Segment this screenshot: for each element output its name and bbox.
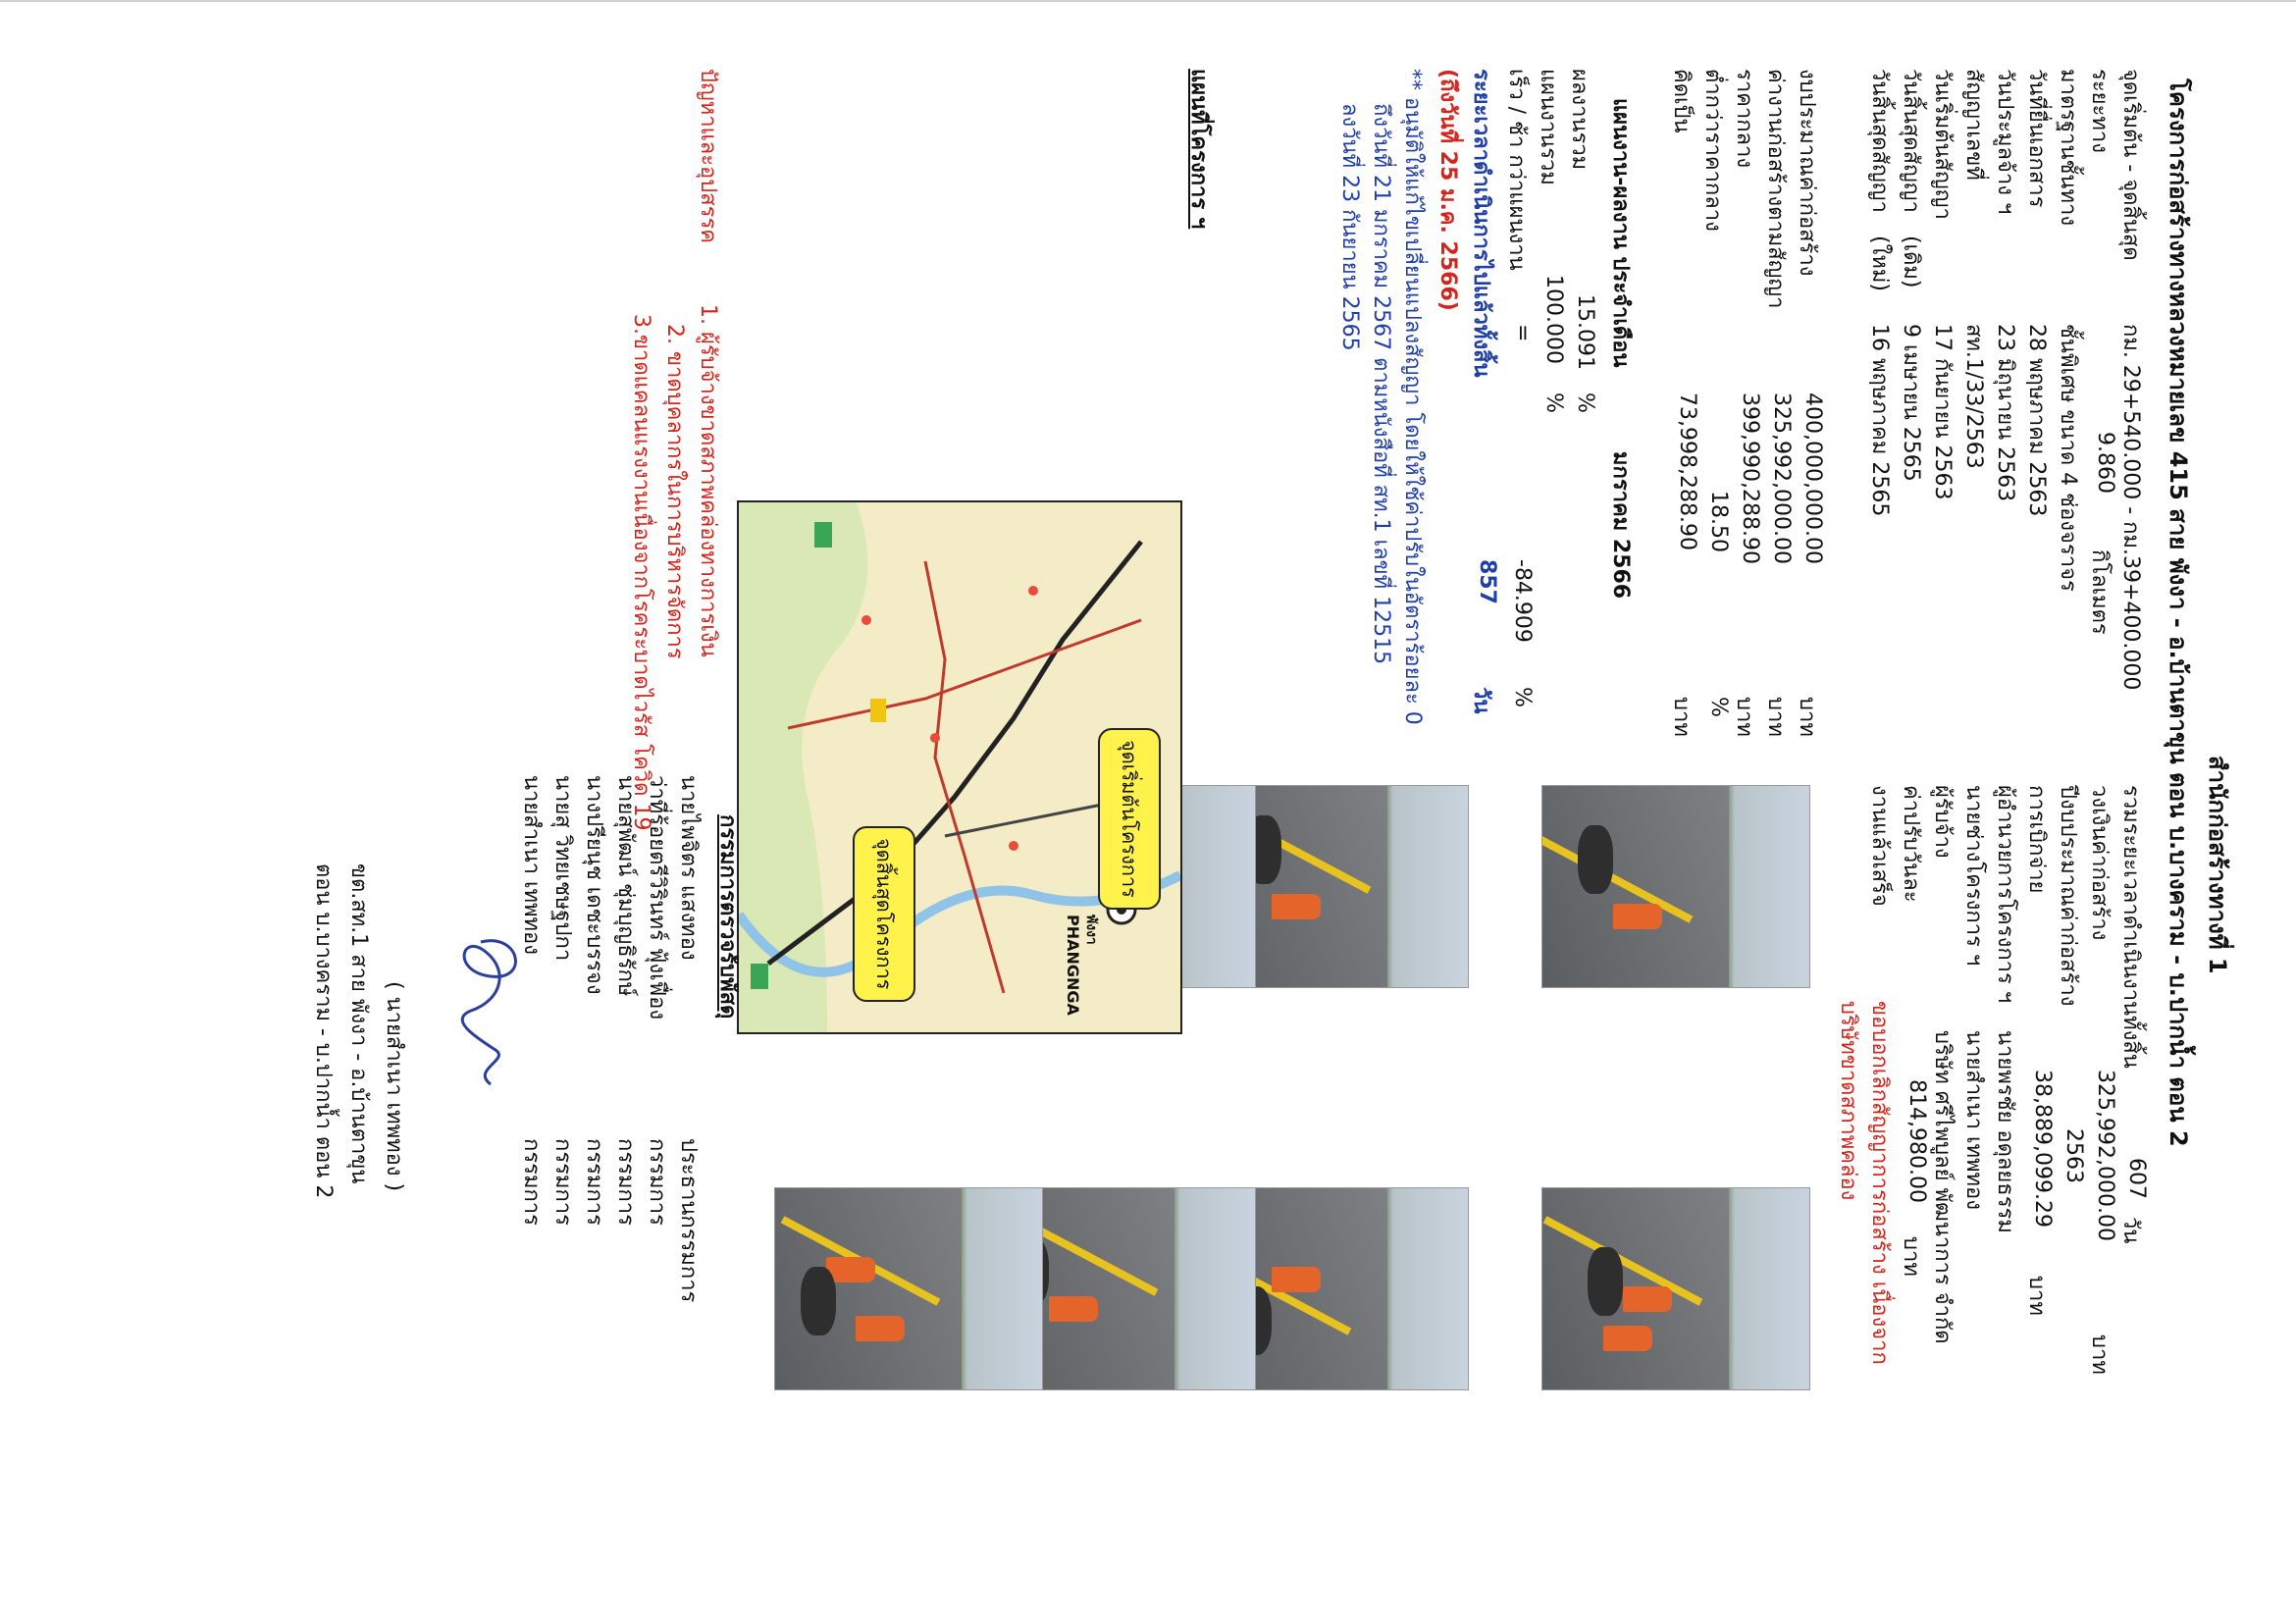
progress-label: แผนงานรวม	[1536, 69, 1560, 185]
info-label: ระยะทาง	[2087, 69, 2112, 153]
info-label: การเบิกจ่าย	[2024, 785, 2049, 894]
project-title: โครงการก่อสร้างทางหลวงหมายเลข 415 สาย พังงา - อ.บ้านตาขุน ตอน บ.บางคราม - บ.ปากน้ำ ตอน 2	[2165, 78, 2192, 1147]
info-unit: บาท	[1899, 1236, 1923, 1277]
town-label-th: พังงา	[1083, 915, 1099, 945]
progress-unit: %	[1541, 392, 1566, 413]
member-role: ประธานกรรมการ	[676, 1138, 701, 1303]
info-label: ผู้อำนวยการโครงการ ฯ	[1993, 785, 2017, 1004]
info-label: วงเงินค่าก่อสร้าง	[2087, 785, 2112, 941]
progress-unit: %	[1510, 687, 1535, 707]
note-line: ** อนุมัติให้แก้ไขเปลี่ยนแปลงสัญญา โดยให้ใช้ค่าปรับในอัตราร้อยละ 0	[1400, 69, 1425, 725]
progress-heading: แผนงาน-ผลงาน ประจำเดือน	[1608, 98, 1633, 368]
info-value: 9 เมษายน 2565	[1899, 324, 1923, 482]
info-label: สัญญาเลขที่	[1961, 69, 1986, 181]
info-value: 28 พฤษภาคม 2563	[2024, 324, 2049, 517]
progress-value: -84.909	[1510, 559, 1535, 643]
map-title: แผนที่โครงการ ฯ	[1186, 69, 1211, 230]
problem-item: 1. ผู้รับจ้างขาดสภาพคล่องทางการเงิน	[696, 304, 720, 657]
signer-line: ขต.สท.1 สาย พังงา - อ.บ้านตาขุน	[346, 863, 371, 1184]
budget-label: ค่างานก่อสร้างตามสัญญา	[1763, 69, 1788, 309]
time-label: ระยะเวลาดำเนินการไปแล้วทั้งสิ้น	[1469, 69, 1493, 378]
info-label: วันเริ่มต้นสัญญา	[1930, 69, 1955, 220]
info-label: วันสิ้นสุดสัญญา	[1899, 69, 1923, 213]
budget-value: 325,992,000.00	[1769, 392, 1794, 564]
project-map	[737, 500, 1182, 1034]
budget-unit: บาท	[1669, 697, 1694, 737]
progress-label: เร็ว / ช้า กว่าแผนงาน	[1504, 69, 1529, 271]
member-role: กรรมการ	[645, 1138, 669, 1226]
info-value: 38,889,099.29	[2030, 1070, 2055, 1228]
info-unit: วัน	[2118, 1217, 2143, 1244]
info-value: บริษัท ศรีไพบูลย์ พัฒนาการ จำกัด	[1930, 1030, 1955, 1344]
info-value: 9.860	[2093, 432, 2117, 494]
info-note: (ใหม่)	[1867, 235, 1892, 291]
member-name: ว่าที่ร้อยตรีวิรินทร์ ฟุ้งเฟื่อง	[645, 775, 669, 1020]
callout-end: จุดสิ้นสุดโครงการ	[853, 826, 915, 1002]
budget-value: 400,000,000.00	[1800, 392, 1825, 564]
info-unit: บาท	[2087, 1334, 2112, 1375]
notice-line: ขอบอกเลิกสัญญาการก่อสร้าง เนื่องจาก	[1867, 1001, 1892, 1365]
member-role: กรรมการ	[613, 1138, 638, 1226]
note-line: ถึงวันที่ 21 มกราคม 2567 ตามหนังสือที่ สท.1 เลขที่ 12515	[1369, 103, 1393, 665]
committee-title: กรรมการตรวจรับพัสดุ	[715, 814, 740, 1020]
callout-start: จุดเริ่มต้นโครงการ	[1098, 728, 1161, 910]
progress-label: ผลงานรวม	[1567, 69, 1592, 171]
member-name: นายสุพัฒน์ ชุ่มบุญธิรักษ์	[613, 775, 638, 997]
info-value: 814,980.00	[1905, 1079, 1929, 1203]
progress-month: มกราคม 2566	[1608, 451, 1633, 600]
site-photo	[774, 1187, 1043, 1390]
progress-value: 100.000	[1541, 275, 1566, 364]
as-of-date: (ถึงวันที่ 25 ม.ค. 2566)	[1435, 69, 1460, 311]
budget-label: ราคากลาง	[1732, 69, 1756, 169]
time-value: 857	[1475, 559, 1499, 604]
member-role: กรรมการ	[519, 1138, 544, 1226]
info-value: 2563	[2061, 1128, 2086, 1183]
info-value: 16 พฤษภาคม 2565	[1867, 324, 1892, 517]
budget-value: 399,990,288.90	[1738, 392, 1762, 564]
signer-name: ( นายสำเนา เทพทอง )	[382, 981, 406, 1192]
info-value: นายสำเนา เทพทอง	[1961, 1030, 1986, 1210]
progress-unit: %	[1573, 392, 1597, 413]
info-label: งานแล้วเสร็จ	[1867, 785, 1892, 907]
budget-label: งบประมาณค่าก่อสร้าง	[1795, 69, 1819, 277]
member-name: นางปรียนุช เดชะบรรจง	[582, 775, 606, 995]
info-label: ปีงบประมาณค่าก่อสร้าง	[2056, 785, 2080, 1007]
budget-unit: บาท	[1763, 697, 1788, 737]
site-photo	[1541, 785, 1810, 988]
budget-unit: บาท	[1732, 697, 1756, 737]
town-label: PHANGNGA	[1064, 915, 1082, 1016]
progress-eq: =	[1510, 324, 1535, 342]
info-label: วันสิ้นสุดสัญญา	[1867, 69, 1892, 213]
info-value: กม. 29+540.000 - กม.39+400.000	[2118, 324, 2143, 691]
problems-label: ปัญหาและอุปสรรค	[696, 69, 720, 243]
site-photo	[1541, 1187, 1810, 1390]
info-value: ชั้นพิเศษ ขนาด 4 ช่องจราจร	[2056, 324, 2080, 592]
budget-unit: บาท	[1795, 697, 1819, 737]
member-role: กรรมการ	[550, 1138, 575, 1226]
progress-value: 15.091	[1573, 294, 1597, 370]
info-label: วันที่ยื่นเอกสาร	[2024, 69, 2049, 208]
info-label: วันประมูลจ้าง ฯ	[1993, 69, 2017, 215]
info-value: 607	[2124, 1158, 2149, 1199]
budget-value: 73,998,288.90	[1675, 392, 1699, 550]
problem-item: 2. ขาดบุคลากรในการบริหารจัดการ	[662, 324, 687, 659]
info-note: (เดิม)	[1899, 235, 1923, 288]
info-value: 17 กันยายน 2563	[1930, 324, 1955, 500]
member-name: นายสำเนา เทพทอง	[519, 775, 544, 955]
member-role: กรรมการ	[582, 1138, 606, 1226]
info-value: 325,992,000.00	[2093, 1070, 2117, 1241]
info-unit: บาท	[2024, 1276, 2049, 1316]
info-value: 23 มิถุนายน 2563	[1993, 324, 2017, 502]
problem-item: 3.ขาดแคลนแรงงานเนื่องจากโรคระบาดไวรัส โควิด 19	[629, 314, 653, 831]
notice-line: บริษัทขาดสภาพคล่อง	[1836, 1001, 1860, 1201]
budget-label: คิดเป็น	[1669, 69, 1694, 133]
info-value: นายพรชัย อดุลยธรรม	[1993, 1030, 2017, 1233]
info-label: มาตรฐานชั้นทาง	[2056, 69, 2080, 227]
info-label: รวมระยะเวลาดำเนินงานทั้งสิ้น	[2118, 785, 2143, 1069]
info-label: ผู้รับจ้าง	[1930, 785, 1955, 859]
office-title: สำนักก่อสร้างทางที่ 1	[2204, 756, 2231, 974]
info-label: จุดเริ่มต้น - จุดสิ้นสุด	[2118, 69, 2143, 261]
budget-unit: %	[1706, 697, 1731, 717]
info-label: ค่าปรับวันละ	[1899, 785, 1923, 903]
member-name: นายสุ วิทยเชษฐปกา	[550, 775, 575, 962]
budget-value: 18.50	[1706, 491, 1731, 552]
note-line: ลงวันที่ 23 กันยายน 2565	[1337, 103, 1362, 351]
info-unit: กิโลเมตร	[2087, 549, 2112, 635]
time-unit: วัน	[1469, 687, 1493, 714]
info-label: นายช่างโครงการ ฯ	[1961, 785, 1986, 967]
info-value: สท.1/33/2563	[1961, 324, 1986, 469]
budget-label: ต่ำกว่าราคากลาง	[1700, 69, 1725, 232]
member-name: นายไพจิตร แสงทอง	[676, 775, 701, 961]
signature-mark	[432, 922, 540, 1099]
signer-line: ตอน บ.บางคราม - บ.ปากน้ำ ตอน 2	[311, 863, 336, 1199]
